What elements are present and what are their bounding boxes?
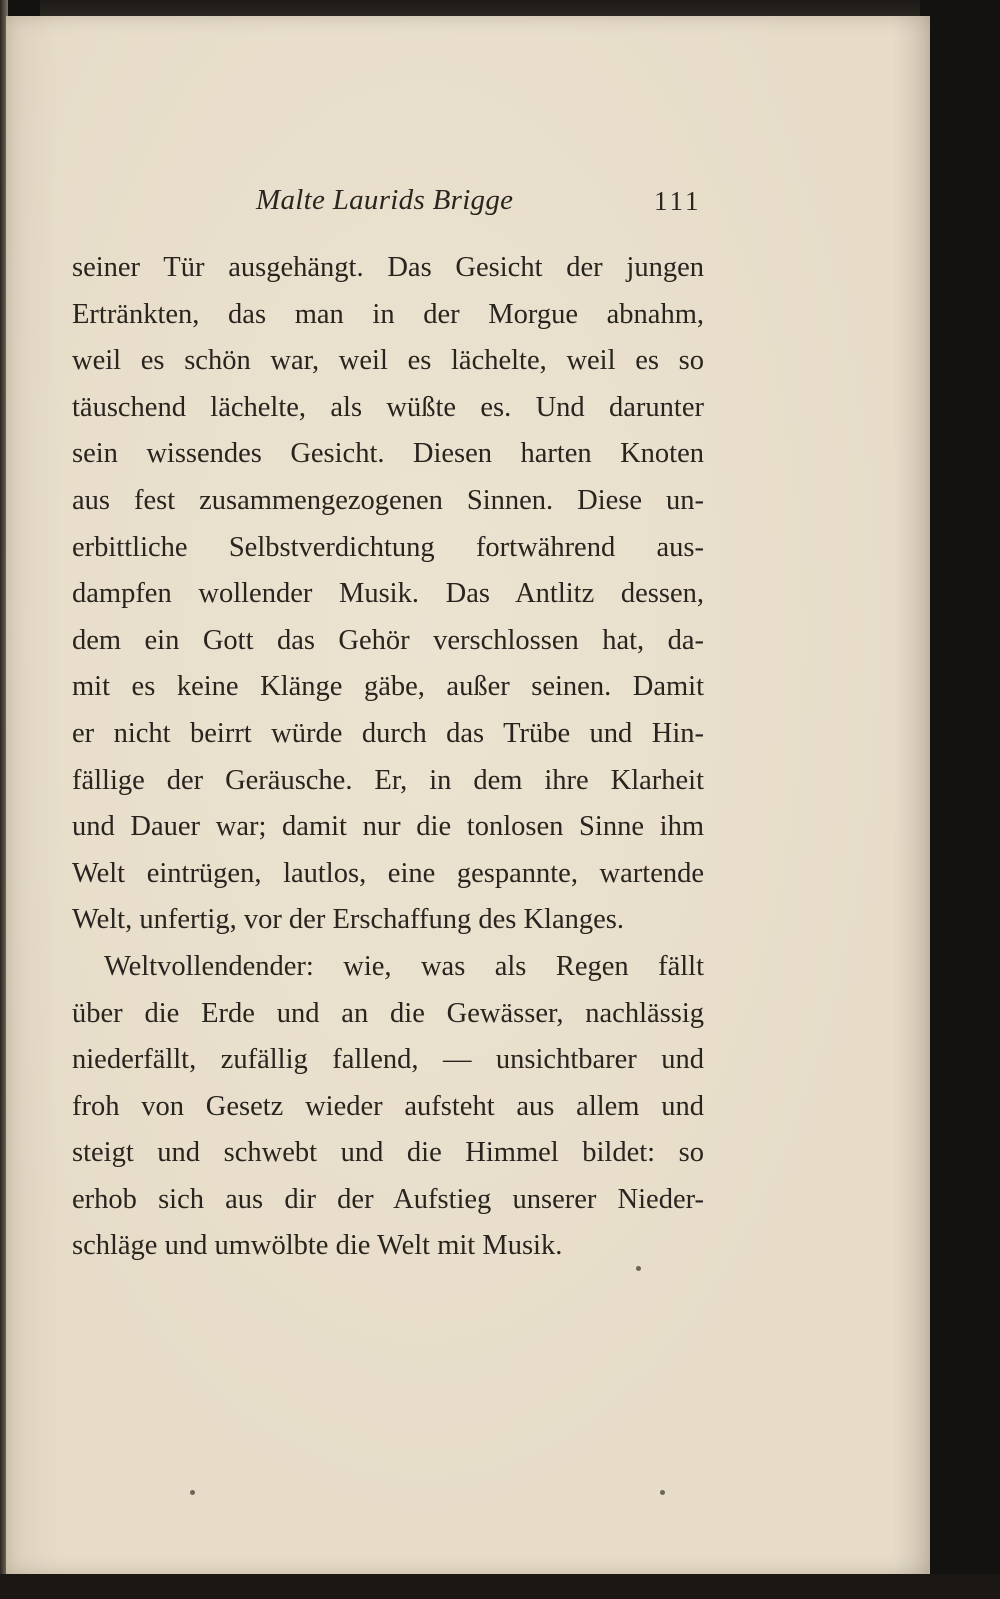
book-edge-bottom bbox=[0, 1574, 1000, 1599]
text-line: erbittliche Selbstverdichtung fortwährend aus- bbox=[72, 531, 704, 563]
text-line: mit es keine Klänge gäbe, außer seinen. Damit bbox=[72, 671, 704, 703]
text-line: er nicht beirrt würde durch das Trübe und Hin- bbox=[72, 717, 704, 749]
text-line: aus fest zusammengezogenen Sinnen. Diese un- bbox=[72, 484, 704, 516]
page-header bbox=[6, 184, 930, 224]
paper-speck bbox=[190, 1490, 195, 1495]
text-line: täuschend lächelte, als wüßte es. Und darunter bbox=[72, 391, 704, 423]
text-line: und Dauer war; damit nur die tonlosen Sinne ihm bbox=[72, 811, 704, 843]
text-line: über die Erde und an die Gewässer, nachlässig bbox=[72, 997, 704, 1029]
text-line: schläge und umwölbte die Welt mit Musik. bbox=[72, 1230, 563, 1262]
text-line: fällige der Geräusche. Er, in dem ihre Klarheit bbox=[72, 764, 704, 796]
text-line: steigt und schwebt und die Himmel bildet: so bbox=[72, 1137, 704, 1169]
text-line: Welt, unfertig, vor der Erschaffung des Klanges. bbox=[72, 904, 624, 936]
text-line: froh von Gesetz wieder aufsteht aus allem und bbox=[72, 1090, 704, 1122]
text-line: seiner Tür ausgehängt. Das Gesicht der jungen bbox=[72, 252, 704, 283]
text-line: niederfällt, zufällig fallend, — unsichtbarer und bbox=[72, 1044, 704, 1076]
text-line: weil es schön war, weil es lächelte, weil es so bbox=[72, 345, 704, 377]
text-line: Ertränkten, das man in der Morgue abnahm, bbox=[72, 298, 704, 330]
text-line: sein wissendes Gesicht. Diesen harten Knoten bbox=[72, 438, 704, 470]
text-line: erhob sich aus dir der Aufstieg unserer Nieder- bbox=[72, 1183, 704, 1215]
paper-speck bbox=[660, 1490, 665, 1495]
running-title: Malte Laurids Brigge bbox=[256, 184, 514, 216]
page-number: 111 bbox=[654, 186, 702, 216]
text-line: dem ein Gott das Gehör verschlossen hat, da- bbox=[72, 624, 704, 656]
text-line: Welt eintrügen, lautlos, eine gespannte, wartende bbox=[72, 857, 704, 889]
paper-speck bbox=[636, 1266, 641, 1271]
book-page bbox=[6, 16, 930, 1574]
text-line: dampfen wollender Musik. Das Antlitz dessen, bbox=[72, 578, 704, 610]
paragraph-first-line: Weltvollendender: wie, was als Regen fällt bbox=[104, 950, 704, 982]
body-text bbox=[72, 245, 704, 1270]
